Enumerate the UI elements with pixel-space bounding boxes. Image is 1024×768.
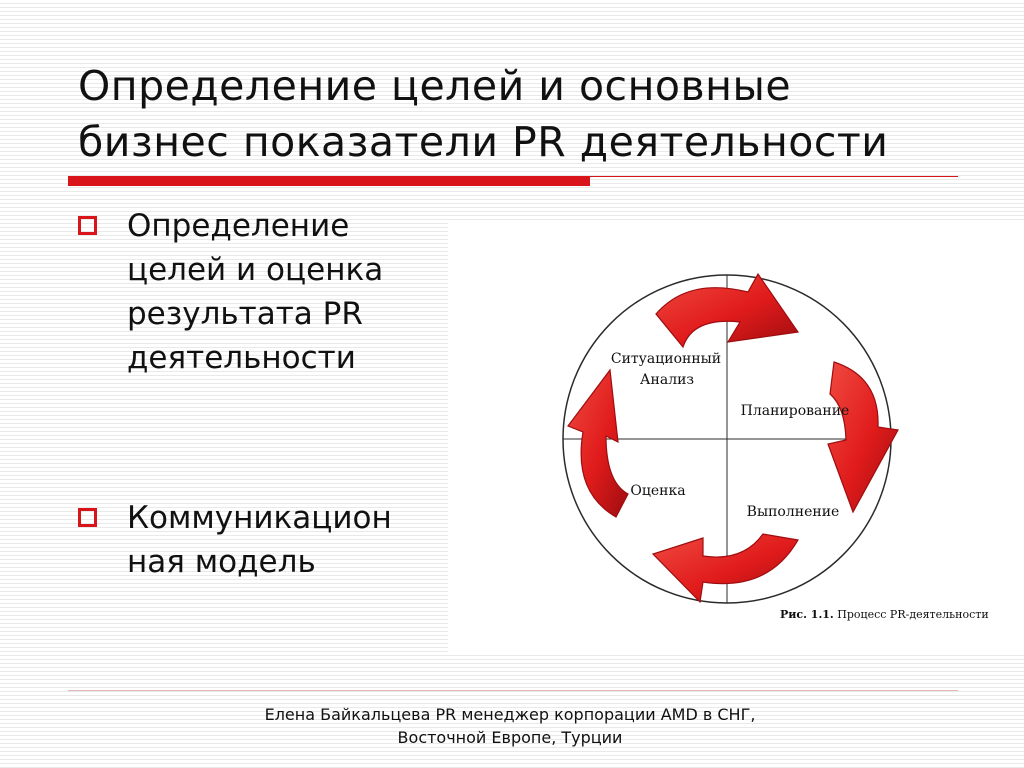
bullet-text <box>127 204 448 380</box>
pr-process-cycle-diagram <box>448 222 1024 654</box>
slide-title <box>78 58 978 170</box>
figure-caption-text: Процесс PR-деятельности <box>837 608 989 621</box>
bullet-line: Коммуникацион <box>127 500 392 536</box>
bullet-line: деятельности <box>127 340 356 376</box>
quadrant-label-evaluation: Оценка <box>630 483 686 499</box>
curved-arrow-icon-bottom <box>653 534 798 602</box>
bullet-item-communication-model <box>78 496 448 584</box>
quadrant-label-situation-line-2: Анализ <box>639 372 695 388</box>
figure-caption <box>780 608 989 621</box>
quadrant-label-situation-line-1: Ситуационный <box>610 351 722 367</box>
bullet-item-goals <box>78 204 448 380</box>
figure-caption-number: Рис. 1.1. <box>780 608 834 621</box>
title-underline-thin <box>590 176 958 177</box>
footer-line-2: Восточной Европе, Турции <box>397 728 623 747</box>
footer-line-1: Елена Байкальцева PR менеджер корпорации AMD в СНГ, <box>264 705 756 724</box>
bullet-text <box>127 496 448 584</box>
bullet-line: результата PR <box>127 296 363 332</box>
slide-footer <box>200 703 820 749</box>
hollow-square-bullet-icon <box>78 508 97 527</box>
curved-arrow-icon-left <box>568 370 628 517</box>
slide-title-line-1: Определение целей и основные <box>78 62 792 110</box>
footer-divider <box>68 690 958 691</box>
curved-arrow-icon-right <box>828 362 898 512</box>
bullet-line: ная модель <box>127 544 316 580</box>
hollow-square-bullet-icon <box>78 216 97 235</box>
quadrant-label-planning: Планирование <box>740 403 850 419</box>
slide-title-line-2: бизнес показатели PR деятельности <box>78 118 889 166</box>
quadrant-label-execution: Выполнение <box>746 504 840 520</box>
bullet-line: Определение <box>127 208 350 244</box>
title-underline-thick <box>68 176 590 186</box>
bullet-line: целей и оценка <box>127 252 384 288</box>
